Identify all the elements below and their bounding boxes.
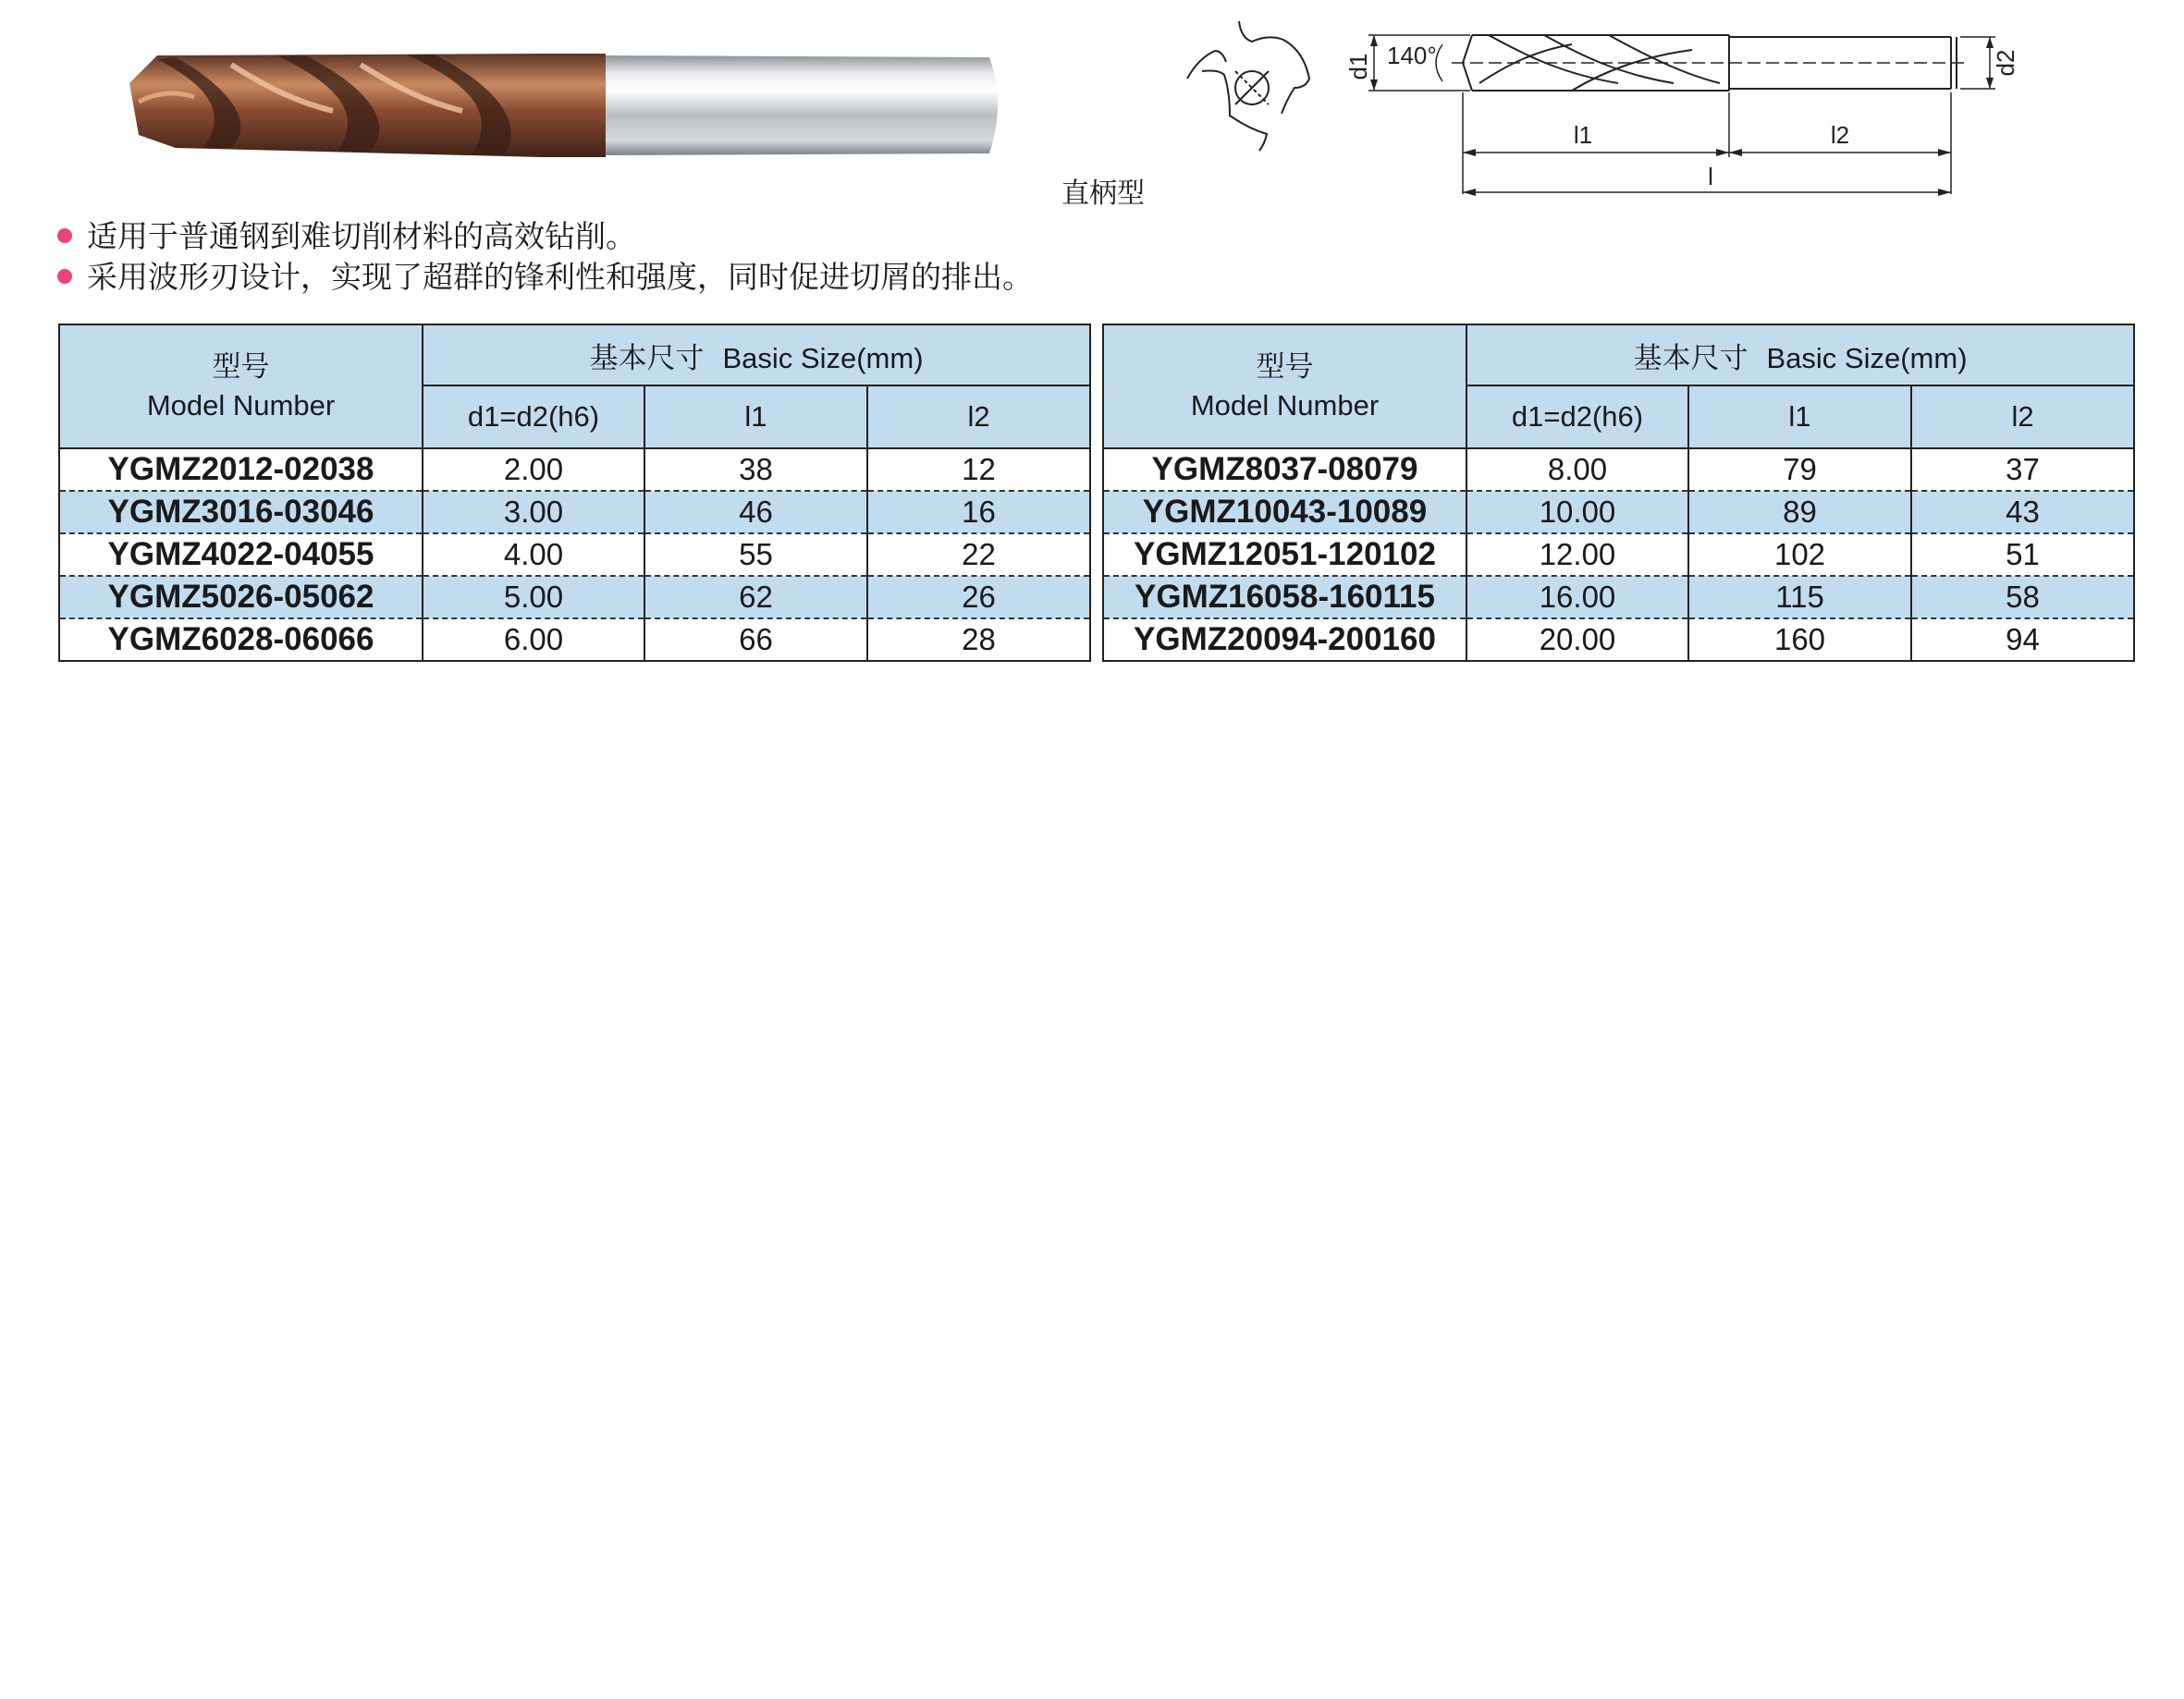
spec-table-right [1102,324,2135,662]
d-cell: 12.00 [1466,533,1688,576]
model-header [59,324,423,448]
model-cell: YGMZ5026-05062 [59,576,423,618]
model-cell: YGMZ12051-120102 [1103,533,1466,576]
l2-cell: 28 [867,618,1090,661]
l2-cell: 26 [867,576,1090,618]
l2-cell: 22 [867,533,1090,576]
feature-bullet [57,218,636,255]
l-label: l [1708,163,1713,190]
angle-label: 140° [1387,42,1437,69]
l1-cell: 79 [1688,448,1911,491]
col-l2-header: l2 [1911,385,2134,448]
l1-cell: 115 [1688,576,1911,618]
l1-cell: 66 [644,618,867,661]
col-l1-header: l1 [1688,385,1911,448]
l1-cell: 62 [644,576,867,618]
model-cell: YGMZ2012-02038 [59,448,423,491]
table-row [1103,576,2134,618]
l2-cell: 51 [1911,533,2134,576]
l1-cell: 55 [644,533,867,576]
d-cell: 8.00 [1466,448,1688,491]
table-row [59,618,1090,661]
d-cell: 4.00 [423,533,644,576]
feature-bullet [57,259,1033,296]
col-l2-header: l2 [867,385,1090,448]
basic-size-en: Basic Size(mm) [722,341,924,374]
table-row [1103,618,2134,661]
l1-label: l1 [1573,121,1593,149]
feature-text: 采用波形刃设计，实现了超群的锋利性和强度，同时促进切屑的排出。 [87,259,1033,295]
model-header [1103,324,1466,448]
bullet-dot-icon [57,228,72,243]
basic-size-header [423,324,1090,385]
model-cell: YGMZ3016-03046 [59,491,423,533]
d-cell: 10.00 [1466,491,1688,533]
l1-cell: 89 [1688,491,1911,533]
basic-size-en: Basic Size(mm) [1766,341,1968,374]
shank-type-label: 直柄型 [1061,177,1145,210]
basic-size-cn: 基本尺寸 [1633,341,1748,375]
model-cell: YGMZ10043-10089 [1103,491,1466,533]
l2-label: l2 [1830,121,1850,149]
basic-size-header [1466,324,2134,385]
model-cell: YGMZ4022-04055 [59,533,423,576]
model-header-cn: 型号 [1256,350,1314,384]
d-cell: 16.00 [1466,576,1688,618]
l1-cell: 38 [644,448,867,491]
spec-table-left [58,324,1091,662]
model-header-en: Model Number [146,389,336,422]
model-header-cn: 型号 [212,350,270,384]
d-cell: 6.00 [423,618,644,661]
model-header-en: Model Number [1190,389,1380,422]
l1-cell: 102 [1688,533,1911,576]
l2-cell: 94 [1911,618,2134,661]
model-cell: YGMZ6028-06066 [59,618,423,661]
d-cell: 5.00 [423,576,644,618]
col-d-header: d1=d2(h6) [423,385,644,448]
table-row [59,448,1090,491]
dimension-drawing [1341,18,2043,203]
feature-text: 适用于普通钢到难切削材料的高效钻削。 [87,218,636,254]
l2-cell: 43 [1911,491,2134,533]
table-row [59,533,1090,576]
d-cell: 2.00 [423,448,644,491]
d2-label: d2 [1992,49,2019,77]
table-row [1103,448,2134,491]
model-cell: YGMZ16058-160115 [1103,576,1466,618]
model-cell: YGMZ20094-200160 [1103,618,1466,661]
d1-label: d1 [1344,53,1372,80]
model-cell: YGMZ8037-08079 [1103,448,1466,491]
l2-cell: 12 [867,448,1090,491]
basic-size-cn: 基本尺寸 [589,341,705,375]
bullet-dot-icon [57,269,72,284]
d-cell: 3.00 [423,491,644,533]
l2-cell: 37 [1911,448,2134,491]
table-row [1103,533,2134,576]
table-row [59,491,1090,533]
drill-bit-photo [120,46,1008,166]
l2-cell: 16 [867,491,1090,533]
table-row [1103,491,2134,533]
table-row [59,576,1090,618]
d-cell: 20.00 [1466,618,1688,661]
col-d-header: d1=d2(h6) [1466,385,1688,448]
l1-cell: 46 [644,491,867,533]
l2-cell: 58 [1911,576,2134,618]
drill-end-view-drawing [1174,14,1331,153]
col-l1-header: l1 [644,385,867,448]
l1-cell: 160 [1688,618,1911,661]
